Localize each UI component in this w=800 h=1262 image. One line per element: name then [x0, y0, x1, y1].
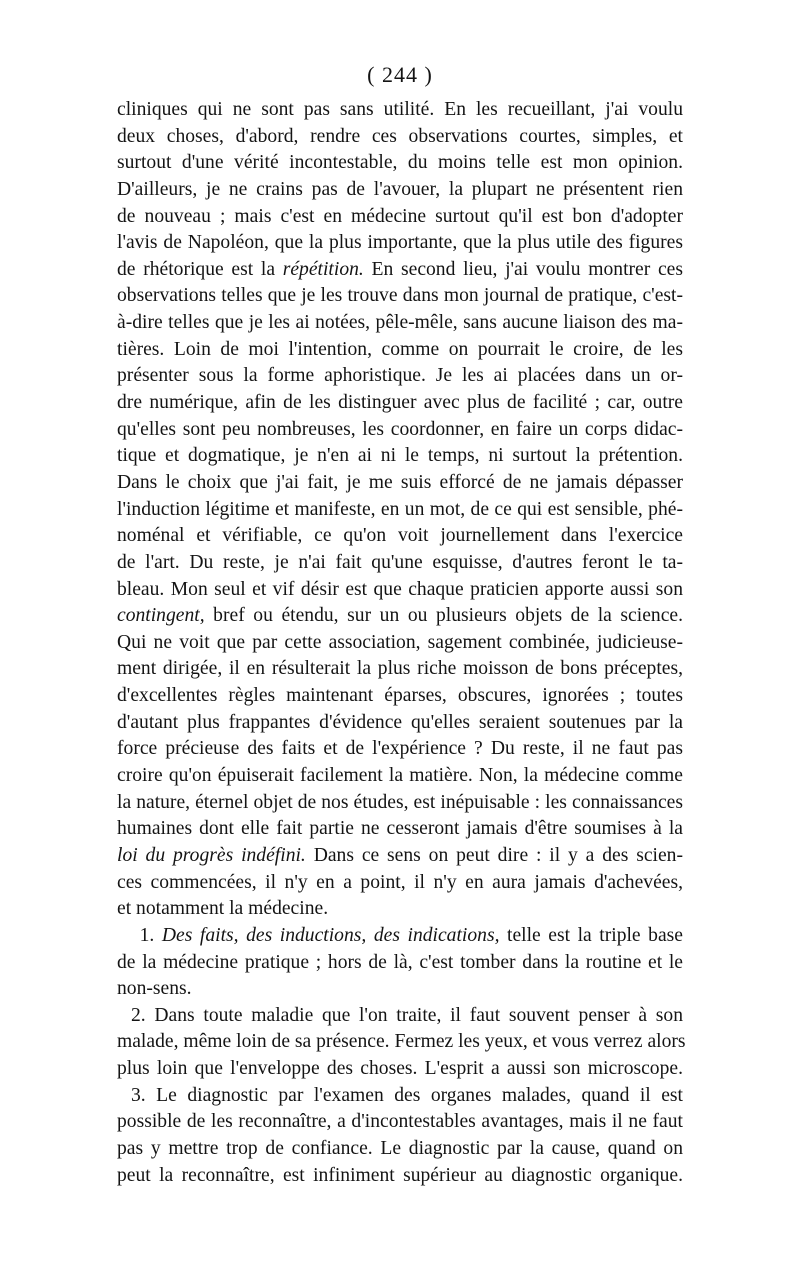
- emphasis-des-indications: des indications,: [373, 924, 500, 946]
- emphasis-repetition: répétition.: [282, 258, 364, 280]
- text-line: humaines dont elle fait partie ne cesseront jamais d'être soumises à la: [117, 818, 683, 840]
- emphasis-des-faits: Des faits,: [161, 924, 239, 946]
- text-line: [117, 923, 683, 950]
- text-line: de l'art. Du reste, je n'ai fait qu'une esquisse, d'autres feront le ta-: [117, 551, 683, 573]
- text-fragment: telle est la triple base: [499, 924, 683, 946]
- text-line: d'excellentes règles maintenant éparses, obscures, ignorées ; toutes: [117, 685, 683, 707]
- text-line: tières. Loin de moi l'intention, comme on pourrait le croire, de les: [117, 338, 683, 360]
- text-line: ces commencées, il n'y en a point, il n'y en aura jamais d'achevées,: [117, 871, 683, 893]
- text-line: à-dire telles que je les ai notées, pêle-mêle, sans aucune liaison des ma-: [117, 312, 683, 334]
- emphasis-des-inductions: des inductions,: [246, 924, 367, 946]
- emphasis-loi-du-progres: loi du progrès indéfini.: [117, 844, 306, 866]
- text-line: l'avis de Napoléon, que la plus importante, que la plus utile des figures: [117, 232, 683, 254]
- text-fragment: Dans ce sens on peut dire : il y a des scien-: [305, 844, 683, 866]
- text-line: tique et dogmatique, je n'en ai ni le temps, ni surtout la prétention.: [117, 445, 683, 467]
- body-text: [117, 97, 686, 1189]
- text-line: cliniques qui ne sont pas sans utilité. En les recueillant, j'ai voulu: [117, 99, 683, 120]
- text-line: d'autant plus frappantes d'évidence qu'elles seraient soutenues par la: [117, 711, 683, 733]
- text-line: dre numérique, afin de les distinguer avec plus de facilité ; car, outre: [117, 392, 683, 414]
- text-line: présenter sous la forme aphoristique. Je les ai placées dans un or-: [117, 365, 683, 387]
- text-line: [117, 603, 683, 630]
- text-line: ment dirigée, il en résulterait la plus riche moisson de bons préceptes,: [117, 658, 683, 680]
- text-line: de la médecine pratique ; hors de là, c'est tomber dans la routine et le: [117, 951, 683, 973]
- text-line: pas y mettre trop de confiance. Le diagnostic par la cause, quand on: [117, 1137, 683, 1159]
- text-fragment: de rhétorique est la: [117, 258, 276, 280]
- text-line: force précieuse des faits et de l'expérience ? Du reste, il ne faut pas: [117, 738, 683, 760]
- text-line: [117, 257, 683, 284]
- text-line: 2. Dans toute maladie que l'on traite, il faut souvent penser à son: [131, 1004, 683, 1026]
- text-line: surtout d'une vérité incontestable, du moins telle est mon opinion.: [117, 152, 683, 174]
- text-line: malade, même loin de sa présence. Fermez les yeux, et vous verrez alors: [117, 1031, 686, 1053]
- text-line: [117, 843, 683, 870]
- text-line: croire qu'on épuiserait facilement la matière. Non, la médecine comme: [117, 765, 683, 787]
- text-line: de nouveau ; mais c'est en médecine surtout qu'il est bon d'adopter: [117, 205, 683, 227]
- text-line: peut la reconnaître, est infiniment supérieur au diagnostic organique.: [117, 1164, 683, 1186]
- text-line: possible de les reconnaître, a d'incontestables avantages, mais il ne faut: [117, 1111, 683, 1133]
- text-line: observations telles que je les trouve dans mon journal de pratique, c'est-: [117, 285, 683, 307]
- text-line: Dans le choix que j'ai fait, je me suis efforcé de ne jamais dépasser: [117, 471, 683, 493]
- item-number: 1.: [139, 924, 155, 946]
- text-line: plus loin que l'enveloppe des choses. L'esprit a aussi son microscope.: [117, 1058, 683, 1080]
- page-number: ( 244 ): [367, 62, 433, 87]
- text-line: 3. Le diagnostic par l'examen des organes malades, quand il est: [131, 1084, 683, 1106]
- emphasis-contingent: contingent,: [117, 605, 205, 627]
- text-line: et notamment la médecine.: [117, 898, 329, 920]
- text-fragment: En second lieu, j'ai voulu montrer ces: [363, 258, 683, 280]
- text-line: noménal et vérifiable, ce qu'on voit journellement dans l'exercice: [117, 525, 683, 547]
- text-fragment: bref ou étendu, sur un ou plusieurs objets de la science.: [204, 605, 683, 627]
- text-line: la nature, éternel objet de nos études, est inépuisable : les connaissances: [117, 791, 683, 813]
- text-line: Qui ne voit que par cette association, sagement combinée, judicieuse-: [117, 631, 683, 653]
- text-line: l'induction légitime et manifeste, en un mot, de ce qui est sensible, phé-: [117, 498, 683, 520]
- text-line: D'ailleurs, je ne crains pas de l'avouer, la plupart ne présentent rien: [117, 178, 683, 200]
- text-line: deux choses, d'abord, rendre ces observations courtes, simples, et: [117, 125, 683, 147]
- text-line: qu'elles sont peu nombreuses, les coordonner, en faire un corps didac-: [117, 418, 683, 440]
- text-line: bleau. Mon seul et vif désir est que chaque praticien apporte aussi son: [117, 578, 683, 600]
- text-line: non-sens.: [117, 978, 192, 1000]
